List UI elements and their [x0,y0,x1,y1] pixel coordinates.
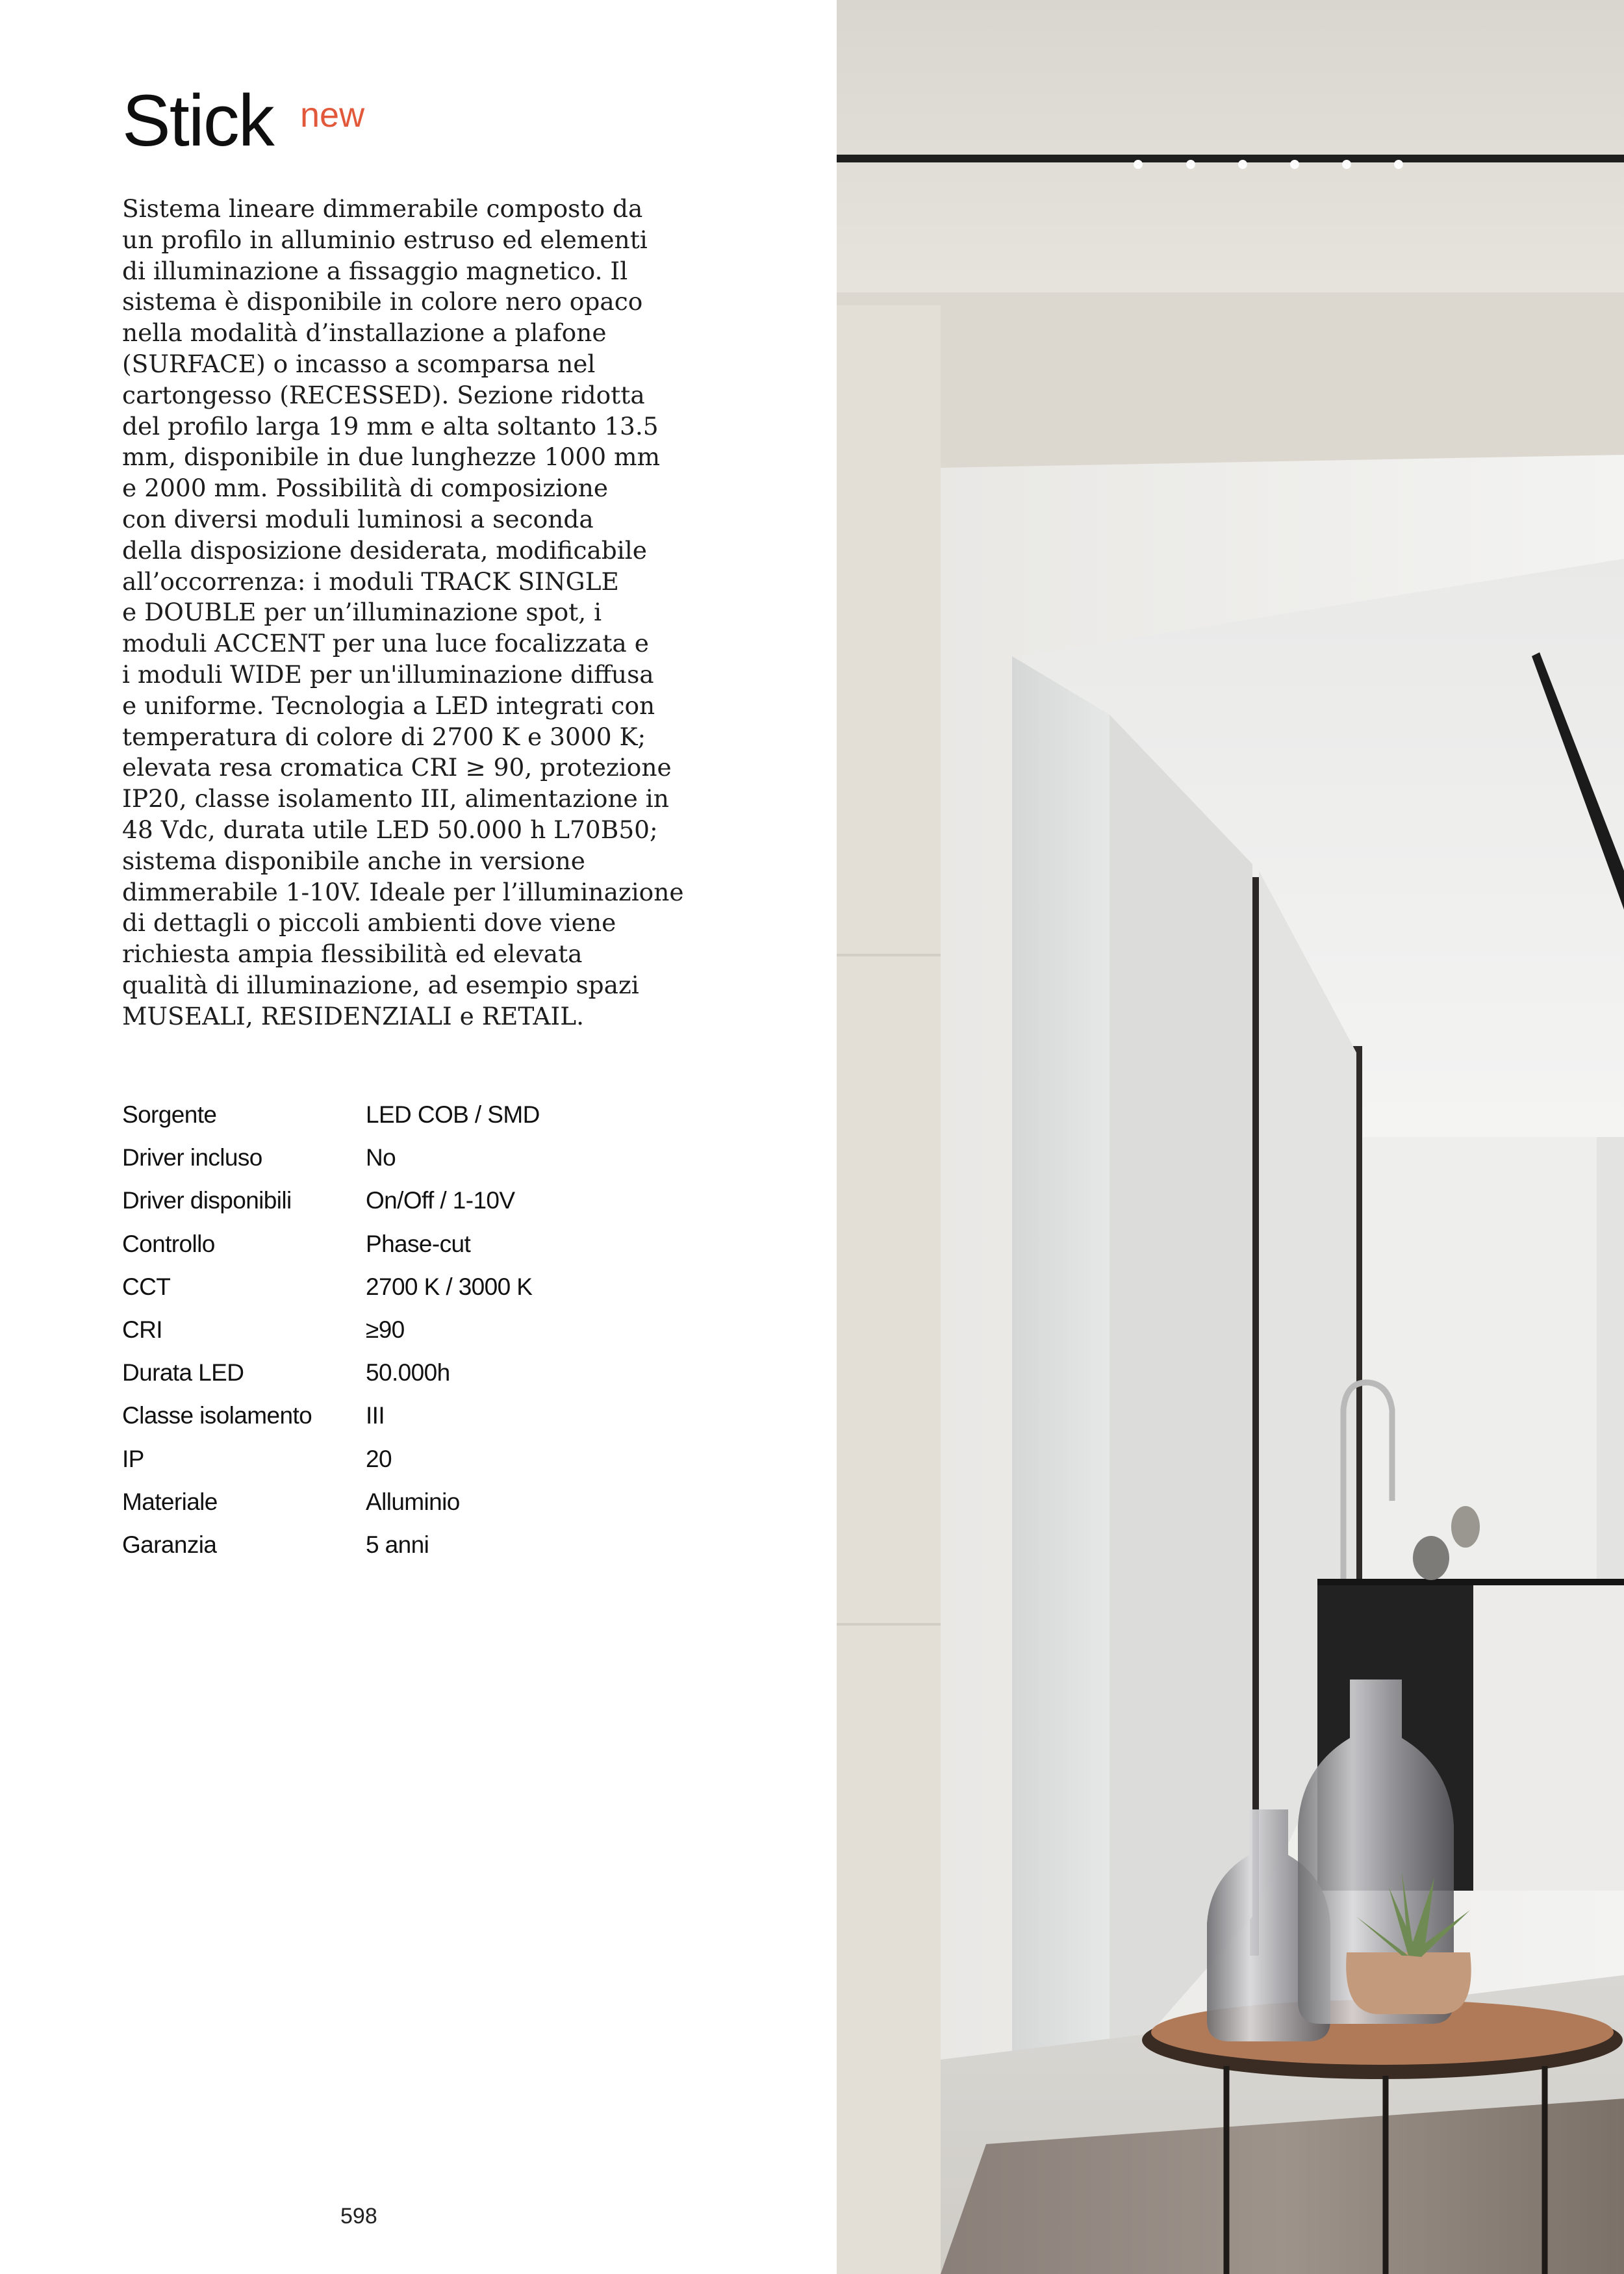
spec-value: 5 anni [366,1531,429,1558]
spec-value: 20 [366,1445,392,1472]
description-line: e DOUBLE per un’illuminazione spot, i [122,598,602,627]
spec-row-controllo [122,1223,642,1266]
spec-row-cri [122,1309,642,1351]
description-line: e uniforme. Tecnologia a LED integrati con [122,691,655,720]
interior-photo-drawing [837,0,1624,2274]
description-line: di dettagli o piccoli ambienti dove viene [122,908,616,938]
description-line: sistema disponibile anche in versione [122,846,585,875]
description-line: un profilo in alluminio estruso ed elementi [122,225,648,254]
description-line: i moduli WIDE per un'illuminazione diffusa [122,659,654,689]
spec-value: 50.000h [366,1359,450,1386]
spec-label: Sorgente [122,1101,217,1129]
spec-value: On/Off / 1-10V [366,1187,515,1214]
spec-value: LED COB / SMD [366,1101,540,1129]
description-line: MUSEALI, RESIDENZIALI e RETAIL. [122,1001,585,1030]
description-line: 48 Vdc, durata utile LED 50.000 h L70B50; [122,815,658,844]
description-line: Sistema lineare dimmerabile composto da [122,194,643,223]
description-line: richiesta ampia flessibilità ed elevata [122,939,583,969]
description-line: mm, disponibile in due lunghezze 1000 mm [122,442,661,472]
description-line: all’occorrenza: i moduli TRACK SINGLE [122,567,619,596]
spec-label: Driver disponibili [122,1187,292,1214]
spec-row-durata-led [122,1351,642,1394]
description-line: dimmerabile 1-10V. Ideale per l’illuminazione [122,877,684,906]
description-line: (SURFACE) o incasso a scomparsa nel [122,349,596,378]
description-line: del profilo larga 19 mm e alta soltanto 13.5 [122,411,659,441]
description-line: temperatura di colore di 2700 K e 3000 K; [122,722,646,751]
spec-row-sorgente [122,1093,642,1136]
spec-label: CRI [122,1316,162,1344]
spec-row-materiale [122,1481,642,1524]
description-line: IP20, classe isolamento III, alimentazione in [122,784,669,813]
description-line: della disposizione desiderata, modificabile [122,535,647,565]
description-line: e 2000 mm. Possibilità di composizione [122,474,609,503]
spec-label: Garanzia [122,1531,217,1558]
description-line: con diversi moduli luminosi a seconda [122,504,594,533]
spec-label: IP [122,1445,144,1472]
spec-row-driver-disponibili [122,1179,642,1222]
description-line: cartongesso (RECESSED). Sezione ridotta [122,380,645,409]
spec-value: ≥90 [366,1316,405,1344]
spec-value: III [366,1402,385,1429]
spec-row-garanzia [122,1524,642,1566]
description-line: di illuminazione a fissaggio magnetico. Il [122,256,628,285]
page-number: 598 [340,2204,377,2229]
spec-label: Materiale [122,1488,218,1515]
spec-value: Phase-cut [366,1230,471,1257]
spec-label: Durata LED [122,1359,244,1386]
product-description [122,194,684,1032]
description-line: nella modalità d’installazione a plafone [122,318,607,348]
spec-value: No [366,1144,396,1171]
spec-label: Classe isolamento [122,1402,312,1429]
description-line: elevata resa cromatica CRI ≥ 90, protezione [122,753,672,782]
spec-row-classe-isolamento [122,1394,642,1437]
spec-value: Alluminio [366,1488,460,1515]
product-title: Stick [122,80,273,161]
spec-row-driver-incluso [122,1136,642,1179]
spec-label: Controllo [122,1230,215,1257]
spec-row-ip [122,1438,642,1481]
spec-value: 2700 K / 3000 K [366,1273,533,1300]
spec-label: Driver incluso [122,1144,262,1171]
new-badge: new [300,96,365,134]
description-line: sistema è disponibile in colore nero opaco [122,287,643,316]
spec-table [122,1093,642,1566]
description-line: moduli ACCENT per una luce focalizzata e [122,629,649,658]
description-line: qualità di illuminazione, ad esempio spazi [122,970,639,999]
interior-photo [837,0,1624,2274]
spec-label: CCT [122,1273,171,1300]
spec-row-cct [122,1266,642,1309]
